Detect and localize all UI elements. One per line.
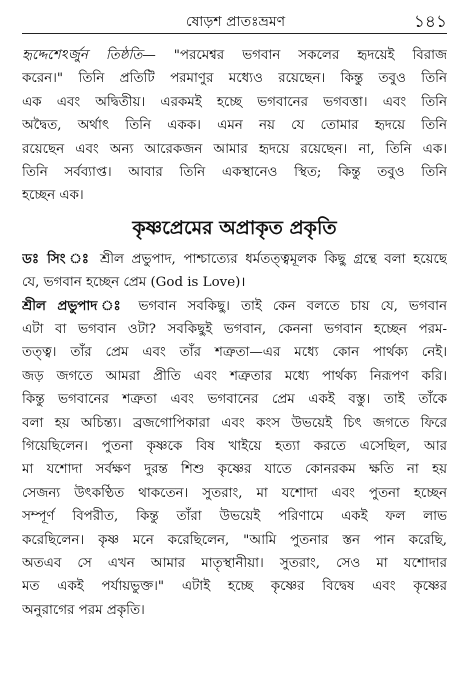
- dialogue2-line-12: অতএব সে এখন আমার মাতৃস্থানীয়া। সুতরাং, সেও মা যশোদার: [22, 556, 447, 571]
- para1-line-4: অদ্বৈত, অর্থাৎ তিনি একক। এমন নয় যে তোমার হৃদয়ে তিনি: [22, 118, 447, 134]
- dialogue2-line-4: জড় জগতে আমরা প্রীতি এবং শত্রুতার মধ্যে পার্থক্য নিরূপণ করি।: [22, 368, 447, 384]
- section-heading: কৃষ্ণপ্রেমের অপ্রাকৃত প্রকৃতি: [132, 216, 337, 239]
- dialogue2-line-13: মত একই পর্যায়ভুক্ত।" এটাই হচ্ছে কৃষ্ণের বিদ্বেষ এবং কৃষ্ণের: [22, 579, 447, 595]
- dialogue1-line-2: যে, ভগবান হচ্ছেন প্রেম (God is Love)।: [22, 275, 246, 291]
- para1-line-2: করেন।" তিনি প্রতিটি পরমাণুর মধ্যেও রয়েছেন। কিন্তু তবুও তিনি: [22, 71, 447, 87]
- dialogue2-line-7: গিয়েছিলেন। পুতনা কৃষ্ণকে বিষ খাইয়ে হত্যা করতে এসেছিল, আর: [22, 439, 447, 454]
- quote-reference: হৃদ্দেশেঽর্জুন তিষ্ঠতি—: [22, 48, 156, 63]
- dialogue2-line-6: বলা হয় অচিন্ত্য। ব্রজগোপিকারা এবং কংস উভয়েই চিৎ জগতে ফিরে: [22, 415, 447, 431]
- dialogue2-line-8: মা যশোদা সর্বক্ষণ দুরন্ত শিশু কৃষ্ণের যাতে কোনরকম ক্ষতি না হয়: [22, 462, 447, 478]
- dialogue2-line-14: অনুরাগের পরম প্রকৃতি।: [22, 602, 145, 618]
- running-title: ষোড়শ প্রাতঃভ্রমণ: [185, 14, 286, 30]
- para1-line-5: রয়েছেন এবং অন্য আরেকজন আমার হৃদয়ে রয়েছেন। না, তিনি এক।: [22, 141, 447, 157]
- page-header: [24, 10, 447, 32]
- dialogue2-line-11: করেছিলেন। কৃষ্ণ মনে করেছিলেন, "আমি পুতনার স্তন পান করেছি,: [22, 532, 447, 548]
- speaker-dr-singh: ডঃ সিং ঃ: [22, 250, 93, 267]
- para1-line-3: এক এবং অদ্বিতীয়। এরকমই হচ্ছে ভগবানের ভগবত্তা। এবং তিনি: [22, 94, 447, 110]
- dialogue2-line-2: এটা বা ভগবান ওটা? সবকিছুই ভগবান, কেননা ভগবান হচ্ছেন পরম-: [22, 322, 447, 337]
- para1-line-6: তিনি সর্বব্যাপ্ত। আবার তিনি একস্থানেও স্থিত; কিন্তু তবুও তিনি: [22, 165, 447, 180]
- para1-line-1-text: "পরমেশ্বর ভগবান সকলের হৃদয়েই বিরাজ: [173, 48, 447, 63]
- dialogue2-line-9: সেজন্য উৎকণ্ঠিত থাকতেন। সুতরাং, মা যশোদা এবং পুতনা হচ্ছেন: [22, 485, 447, 501]
- header-rule: [22, 33, 447, 34]
- para1-line-1: [22, 44, 447, 67]
- dialogue2-line-3: তত্ত্ব। তাঁর প্রেম এবং তাঁর শত্রুতা—এর মধ্যে কোন পার্থক্য নেই।: [22, 345, 447, 361]
- dialogue2-line-1-text: ভগবান সবকিছু। তাই কেন বলতে চায় যে, ভগবান: [138, 298, 447, 314]
- dialogue2-line-10: সম্পূর্ণ বিপরীত, কিন্তু তাঁরা উভয়েই পরিণামে একই ফল লাভ: [22, 509, 447, 525]
- dialogue1-line-1: [22, 248, 447, 271]
- dialogue2-line-1: [22, 295, 447, 318]
- page-number: ১৪১: [413, 12, 447, 32]
- dialogue2-line-5: কিন্তু ভগবানের শত্রুতা এবং ভগবানের প্রেম একই বস্তু। তাই তাঁকে: [22, 392, 447, 408]
- para1-line-7: হচ্ছেন এক।: [22, 188, 84, 204]
- dialogue1-line-1-text: শ্রীল প্রভুপাদ, পাশ্চাত্যের ধর্মতত্ত্বমূলক কিছু গ্রন্থে বলা হয়েছে: [99, 251, 447, 267]
- speaker-prabhupada: শ্রীল প্রভুপাদ ঃ: [22, 297, 128, 314]
